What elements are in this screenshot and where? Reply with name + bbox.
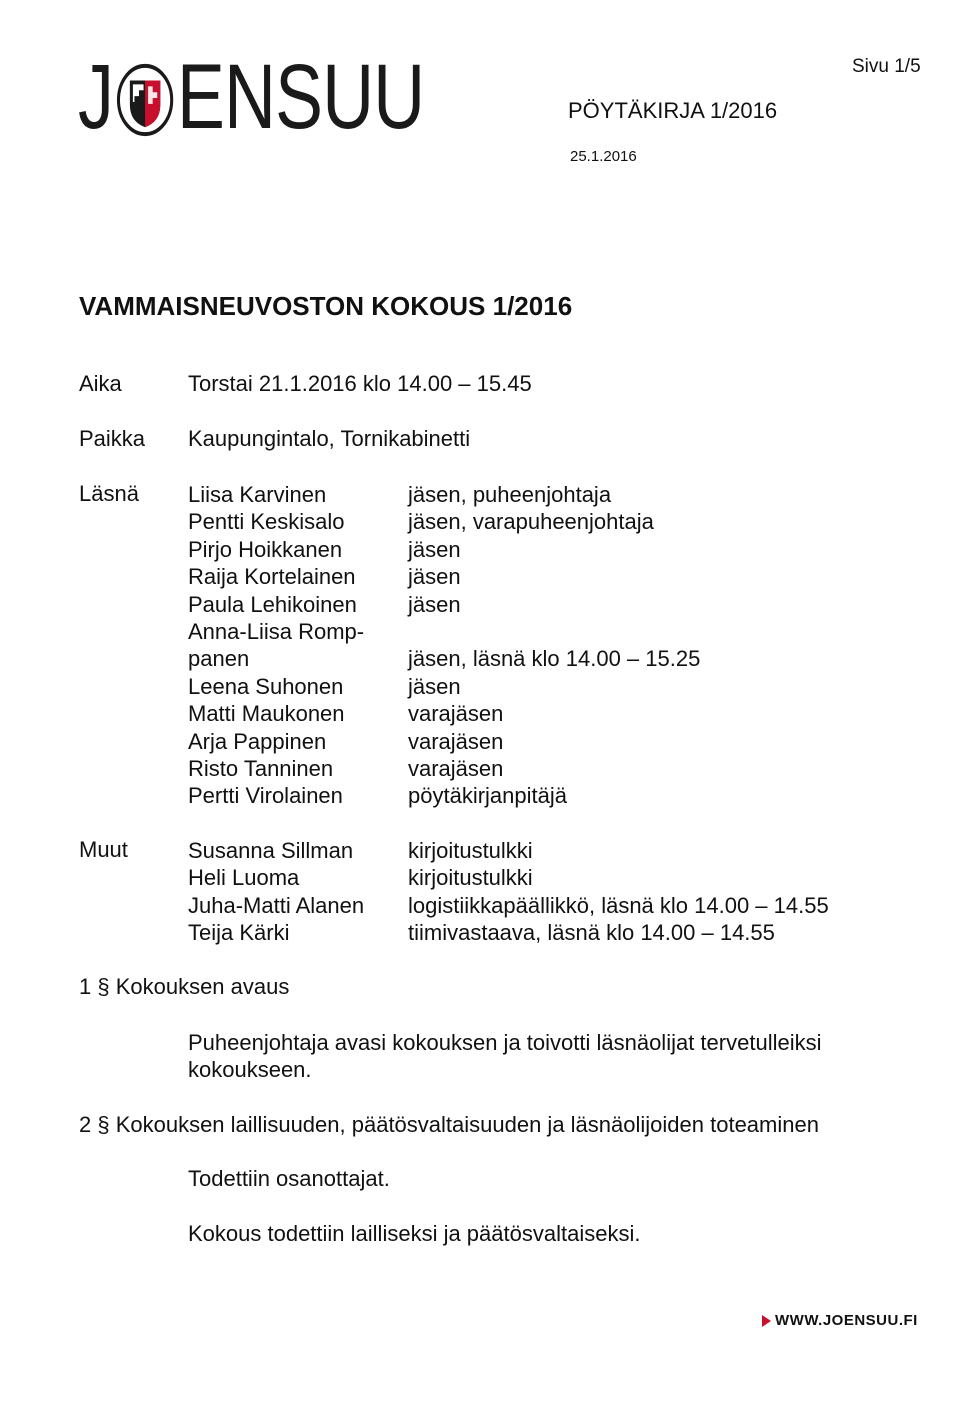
paikka-label: Paikka xyxy=(79,426,146,451)
muut-list xyxy=(188,837,829,947)
section-paragraph: Kokous todettiin lailliseksi ja päätösvaltaiseksi. xyxy=(188,1221,641,1246)
list-item xyxy=(188,837,829,864)
logo-letters-ensuu: ENSUU xyxy=(177,46,425,148)
list-item xyxy=(188,864,829,891)
attendee-role: logistiikkapäällikkö, läsnä klo 14.00 – 14.55 xyxy=(408,892,829,918)
list-item xyxy=(188,892,829,919)
list-item xyxy=(188,618,700,645)
attendee-role: tiimivastaava, läsnä klo 14.00 – 14.55 xyxy=(408,920,775,946)
list-item xyxy=(188,755,700,782)
attendee-role: varajäsen xyxy=(408,728,504,754)
attendee-name: Pertti Virolainen xyxy=(188,783,343,809)
attendee-name: Pentti Keskisalo xyxy=(188,509,345,535)
attendee-role: kirjoitustulkki xyxy=(408,865,533,891)
list-item xyxy=(188,782,700,809)
attendee-name: Susanna Sillman xyxy=(188,838,354,863)
attendee-role: varajäsen xyxy=(408,756,504,782)
attendee-name: Juha-Matti Alanen xyxy=(188,892,365,918)
footer-url xyxy=(762,1312,918,1329)
list-item xyxy=(188,591,700,618)
muut-label: Muut xyxy=(79,837,128,862)
attendee-role: jäsen xyxy=(408,673,461,699)
section-heading: 2 § Kokouksen laillisuuden, päätösvaltaisuuden ja läsnäolijoiden toteaminen xyxy=(79,1112,819,1137)
list-item xyxy=(188,728,700,755)
list-item xyxy=(188,700,700,727)
page-title: VAMMAISNEUVOSTON KOKOUS 1/2016 xyxy=(79,291,573,321)
attendee-role: varajäsen xyxy=(408,701,504,727)
page-number: Sivu 1/5 xyxy=(852,56,921,77)
attendee-name: Risto Tanninen xyxy=(188,756,334,782)
list-item xyxy=(188,919,829,946)
attendee-role: kirjoitustulkki xyxy=(408,838,533,863)
joensuu-coat-of-arms-icon xyxy=(115,61,176,139)
attendee-name: Raija Kortelainen xyxy=(188,564,356,590)
attendee-name: panen xyxy=(188,646,250,672)
attendee-role: jäsen, varapuheenjohtaja xyxy=(408,509,654,535)
attendee-name: Teija Kärki xyxy=(188,920,290,946)
paikka-value: Kaupungintalo, Tornikabinetti xyxy=(188,426,471,451)
aika-label: Aika xyxy=(79,371,122,396)
logo-letter-j: J xyxy=(78,46,114,148)
attendee-role: pöytäkirjanpitäjä xyxy=(408,783,567,809)
attendee-role: jäsen xyxy=(408,591,461,617)
attendee-name: Paula Lehikoinen xyxy=(188,591,357,617)
section-heading: 1 § Kokouksen avaus xyxy=(79,974,290,999)
section-paragraph: Todettiin osanottajat. xyxy=(188,1166,390,1191)
aika-value: Torstai 21.1.2016 klo 14.00 – 15.45 xyxy=(188,371,532,396)
attendee-role: jäsen xyxy=(408,536,461,562)
list-item xyxy=(188,563,700,590)
attendee-role: jäsen, läsnä klo 14.00 – 15.25 xyxy=(408,646,701,672)
attendee-role: jäsen xyxy=(408,564,461,590)
footer-url-text: WWW.JOENSUU.FI xyxy=(775,1312,918,1329)
document-date: 25.1.2016 xyxy=(570,148,637,165)
list-item xyxy=(188,536,700,563)
attendee-name: Matti Maukonen xyxy=(188,701,345,727)
attendee-name: Arja Pappinen xyxy=(188,728,327,754)
list-item xyxy=(188,673,700,700)
logo-wordmark xyxy=(78,46,425,148)
document-type: PÖYTÄKIRJA 1/2016 xyxy=(568,98,778,123)
arrow-right-icon xyxy=(762,1315,771,1327)
list-item xyxy=(188,481,700,508)
attendee-name: Heli Luoma xyxy=(188,865,300,891)
attendee-name: Pirjo Hoikkanen xyxy=(188,536,343,562)
lasna-label: Läsnä xyxy=(79,481,139,506)
section-paragraph: Puheenjohtaja avasi kokouksen ja toivotti läsnäolijat tervetulleiksi xyxy=(188,1030,822,1055)
attendee-name: Liisa Karvinen xyxy=(188,482,327,507)
attendee-name: Leena Suhonen xyxy=(188,673,344,699)
attendee-name: Anna-Liisa Romp- xyxy=(188,619,365,645)
joensuu-logo xyxy=(78,46,522,148)
attendee-role: jäsen, puheenjohtaja xyxy=(408,482,612,507)
list-item xyxy=(188,645,700,672)
lasna-list xyxy=(188,481,700,810)
list-item xyxy=(188,508,700,535)
section-paragraph: kokoukseen. xyxy=(188,1057,312,1082)
